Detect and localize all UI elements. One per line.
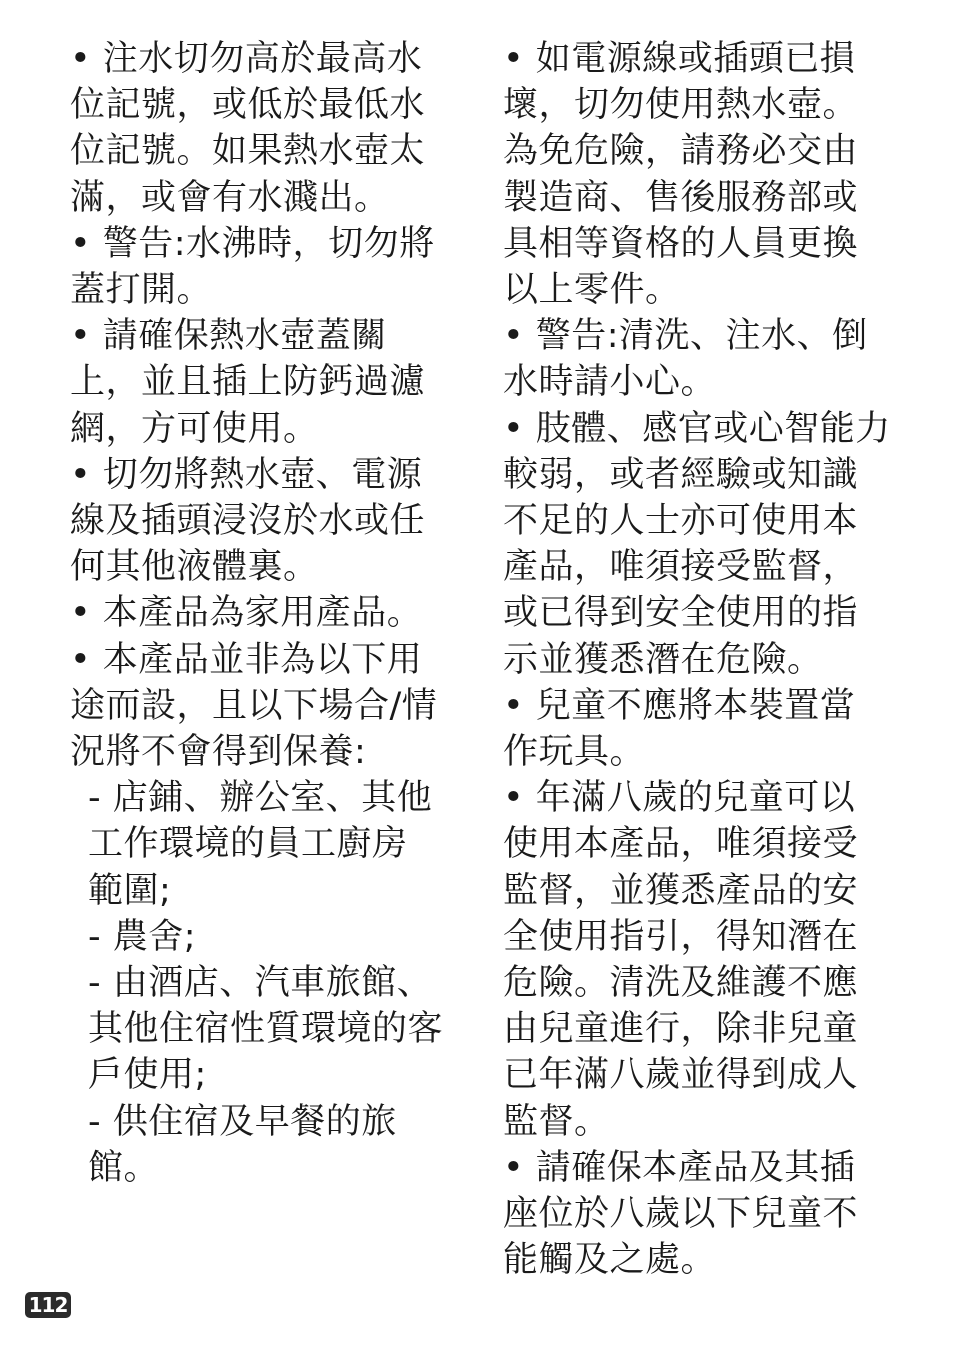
text-line: 已年滿八歲並得到成人: [503, 1055, 859, 1096]
text-line: 示並獲悉潛在危險。: [503, 639, 823, 680]
text-line: 滿，或會有水濺出。: [70, 177, 390, 218]
text-line: 況將不會得到保養:: [70, 732, 367, 773]
dash-item: [70, 914, 475, 960]
text-line: • 如電源線或插頭已損: [503, 39, 856, 79]
text-line: 何其他液體裏。: [70, 547, 319, 588]
bullet-item: [503, 313, 923, 405]
dash-item: [70, 775, 475, 914]
bullet-item: [70, 36, 475, 221]
bullet-item: [503, 683, 923, 775]
text-line: 由兒童進行，除非兒童: [503, 1009, 859, 1050]
text-line: 具相等資格的人員更換: [503, 223, 859, 264]
text-line: 全使用指引，得知潛在: [503, 916, 859, 957]
text-line: 使用本產品，唯須接受: [503, 824, 859, 865]
text-line: 能觸及之處。: [503, 1240, 717, 1281]
text-line: • 兒童不應將本裝置當: [503, 685, 856, 726]
text-line: 範圍;: [88, 870, 172, 911]
text-line: 網，方可使用。: [70, 408, 319, 449]
text-line: • 請確保本產品及其插: [503, 1147, 856, 1188]
text-line: 蓋打開。: [70, 270, 213, 311]
text-line: 監督，並獲悉產品的安: [503, 870, 859, 911]
bullet-item: [503, 775, 923, 1145]
text-line: • 年滿八歲的兒童可以: [503, 778, 856, 819]
text-line: 上，並且插上防鈣過濾: [70, 362, 426, 403]
text-line: - 店鋪、辦公室、其他: [88, 778, 433, 819]
left-column: [70, 36, 475, 1191]
text-line: 作玩具。: [503, 732, 646, 773]
page-number: 112: [25, 1292, 71, 1318]
text-line: 較弱，或者經驗或知識: [503, 454, 859, 495]
text-line: 監督。: [503, 1101, 610, 1142]
text-line: 座位於八歲以下兒童不: [503, 1194, 859, 1235]
bullet-item: [70, 313, 475, 452]
dash-item: [70, 1099, 475, 1191]
text-line: - 農舍;: [88, 916, 197, 957]
bullet-item: [503, 406, 923, 683]
text-line: 工作環境的員工廚房: [88, 824, 408, 865]
text-line: 線及插頭浸沒於水或任: [70, 501, 426, 542]
bullet-item: [70, 221, 475, 313]
text-line: 壞，切勿使用熱水壺。: [503, 85, 859, 126]
bullet-item: [503, 1145, 923, 1284]
text-line: 產品，唯須接受監督，: [503, 547, 859, 588]
text-line: 位記號，或低於最低水: [70, 85, 426, 126]
text-line: - 由酒店、汽車旅館、: [88, 963, 433, 1004]
text-line: 製造商、售後服務部或: [503, 177, 859, 218]
text-line: 位記號。如果熱水壺太: [70, 131, 426, 172]
text-line: • 警告:清洗、注水、倒: [503, 316, 868, 357]
text-line: 水時請小心。: [503, 362, 717, 403]
right-column: [503, 36, 923, 1283]
text-line: 危險。清洗及維護不應: [503, 963, 859, 1004]
text-line: 以上零件。: [503, 270, 681, 311]
bullet-item: [70, 637, 475, 776]
dash-item: [70, 960, 475, 1099]
text-line: • 本產品並非為以下用: [70, 639, 423, 680]
text-line: • 注水切勿高於最高水: [70, 39, 423, 79]
text-line: - 供住宿及早餐的旅: [88, 1101, 397, 1142]
text-line: 不足的人士亦可使用本: [503, 501, 859, 542]
bullet-item: [70, 590, 475, 636]
text-line: • 警告:水沸時，切勿將: [70, 223, 435, 264]
text-line: 館。: [88, 1147, 160, 1188]
text-line: • 請確保熱水壺蓋關: [70, 316, 387, 357]
text-line: • 肢體、感官或心智能力: [503, 408, 891, 449]
text-line: • 切勿將熱水壺、電源: [70, 454, 423, 495]
text-line: • 本產品為家用產品。: [70, 593, 423, 634]
bullet-item: [70, 452, 475, 591]
text-line: 為免危險，請務必交由: [503, 131, 859, 172]
text-line: 戶使用;: [88, 1055, 207, 1096]
text-line: 其他住宿性質環境的客: [88, 1009, 444, 1050]
text-line: 或已得到安全使用的指: [503, 593, 859, 634]
text-line: 途而設，且以下場合/情: [70, 685, 438, 726]
bullet-item: [503, 36, 923, 313]
